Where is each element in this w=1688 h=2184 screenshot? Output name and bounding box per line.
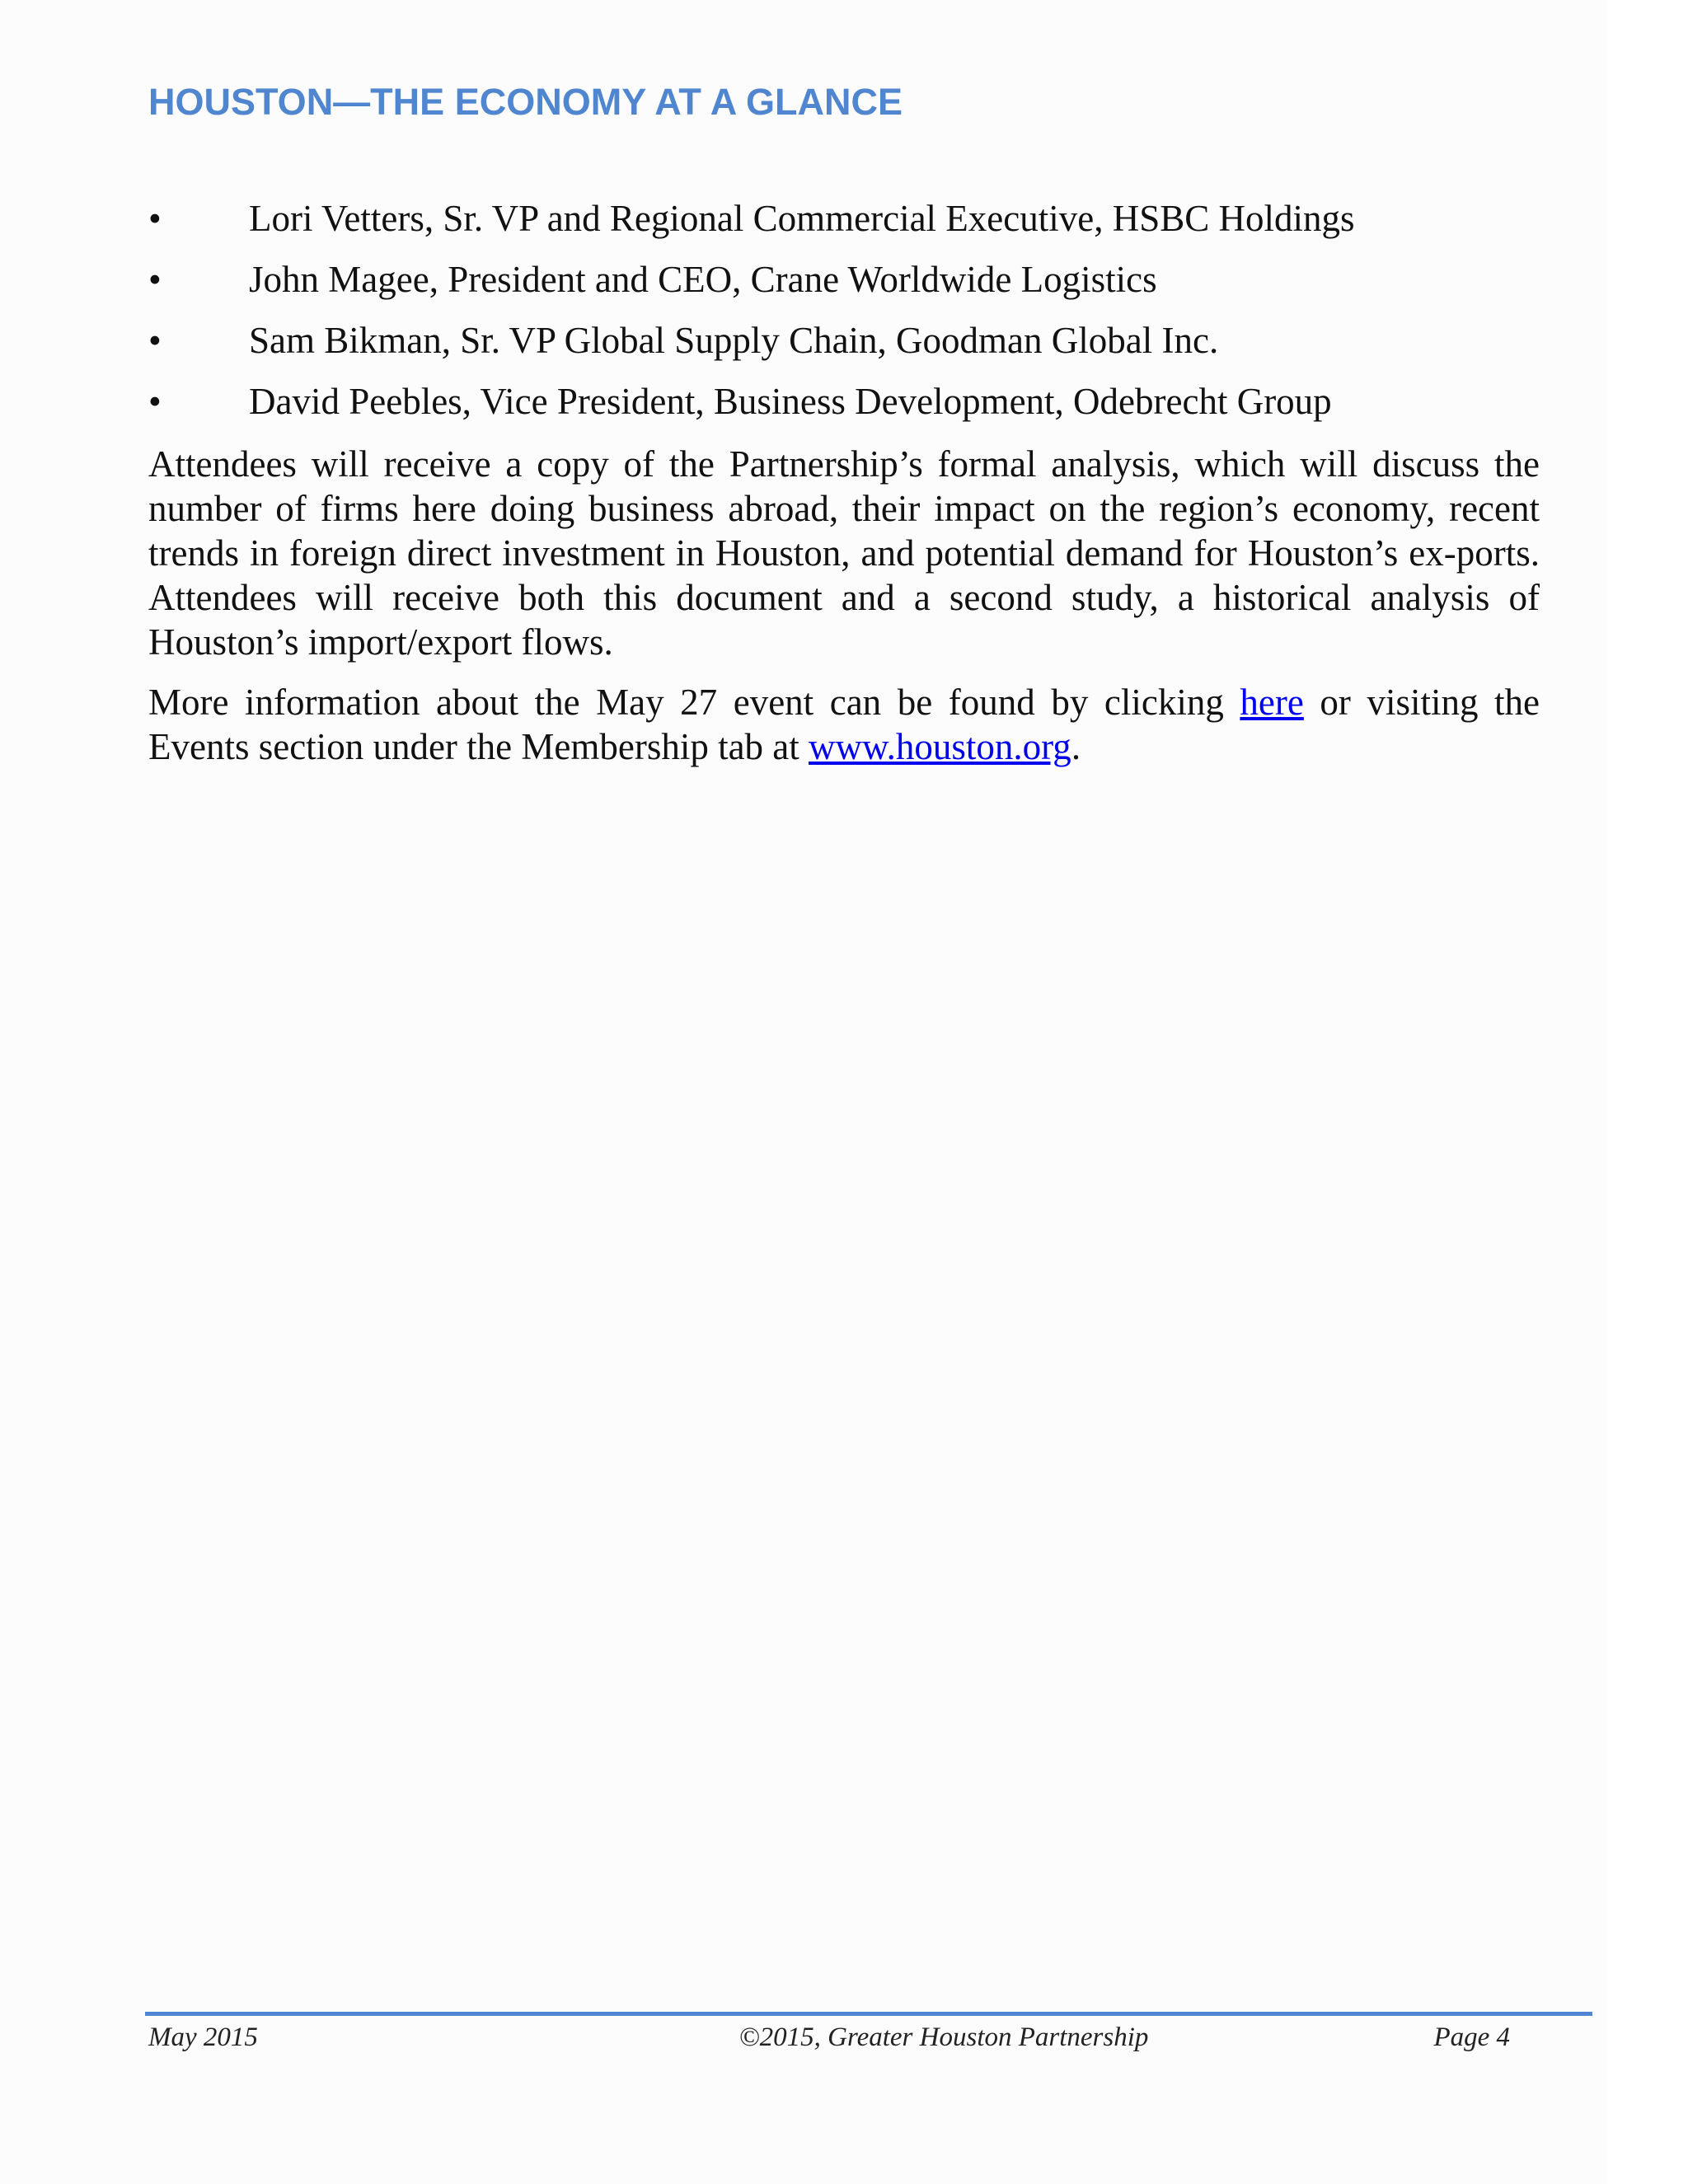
more-info-text-middle: or visiting the Events section under the Membership tab at — [148, 682, 1540, 767]
bullet-icon: • — [148, 381, 162, 422]
section-heading: HOUSTON—THE ECONOMY AT A GLANCE — [148, 81, 903, 123]
more-info-text-end: . — [1071, 726, 1081, 767]
list-item — [148, 318, 1541, 363]
page-margin — [1607, 0, 1688, 2184]
houston-org-link[interactable]: www.houston.org — [809, 726, 1071, 767]
attendees-paragraph: Attendees will receive a copy of the Partnership’s formal analysis, which will discuss the number of firms here doing business abroad, their impact on the region’s economy, recent trends in foreign direct investment in Houston, and potential demand for Houston’s ex-ports. Attendees will receive both this document and a second study, a historical analysis of Houston’s import/export flows. — [148, 443, 1540, 663]
here-link[interactable]: here — [1240, 682, 1304, 723]
bullet-icon: • — [148, 259, 162, 300]
more-info-text: More information about the May 27 event can be found by clicking — [148, 682, 1240, 723]
list-item-text: Lori Vetters, Sr. VP and Regional Commercial Executive, HSBC Holdings — [249, 198, 1355, 239]
footer-page-number: Page 4 — [1433, 2022, 1510, 2052]
more-info-paragraph — [148, 680, 1540, 769]
list-item — [148, 257, 1541, 302]
speaker-list — [148, 196, 1541, 440]
list-item-text: John Magee, President and CEO, Crane Worldwide Logistics — [249, 259, 1157, 300]
list-item-text: Sam Bikman, Sr. VP Global Supply Chain, Goodman Global Inc. — [249, 320, 1219, 361]
list-item — [148, 196, 1541, 241]
bullet-icon: • — [148, 198, 162, 239]
footer-date: May 2015 — [148, 2022, 258, 2052]
list-item — [148, 379, 1541, 424]
list-item-text: David Peebles, Vice President, Business Development, Odebrecht Group — [249, 381, 1332, 422]
footer-copyright: ©2015, Greater Houston Partnership — [738, 2022, 1149, 2052]
footer-divider — [145, 2012, 1592, 2016]
bullet-icon: • — [148, 320, 162, 361]
